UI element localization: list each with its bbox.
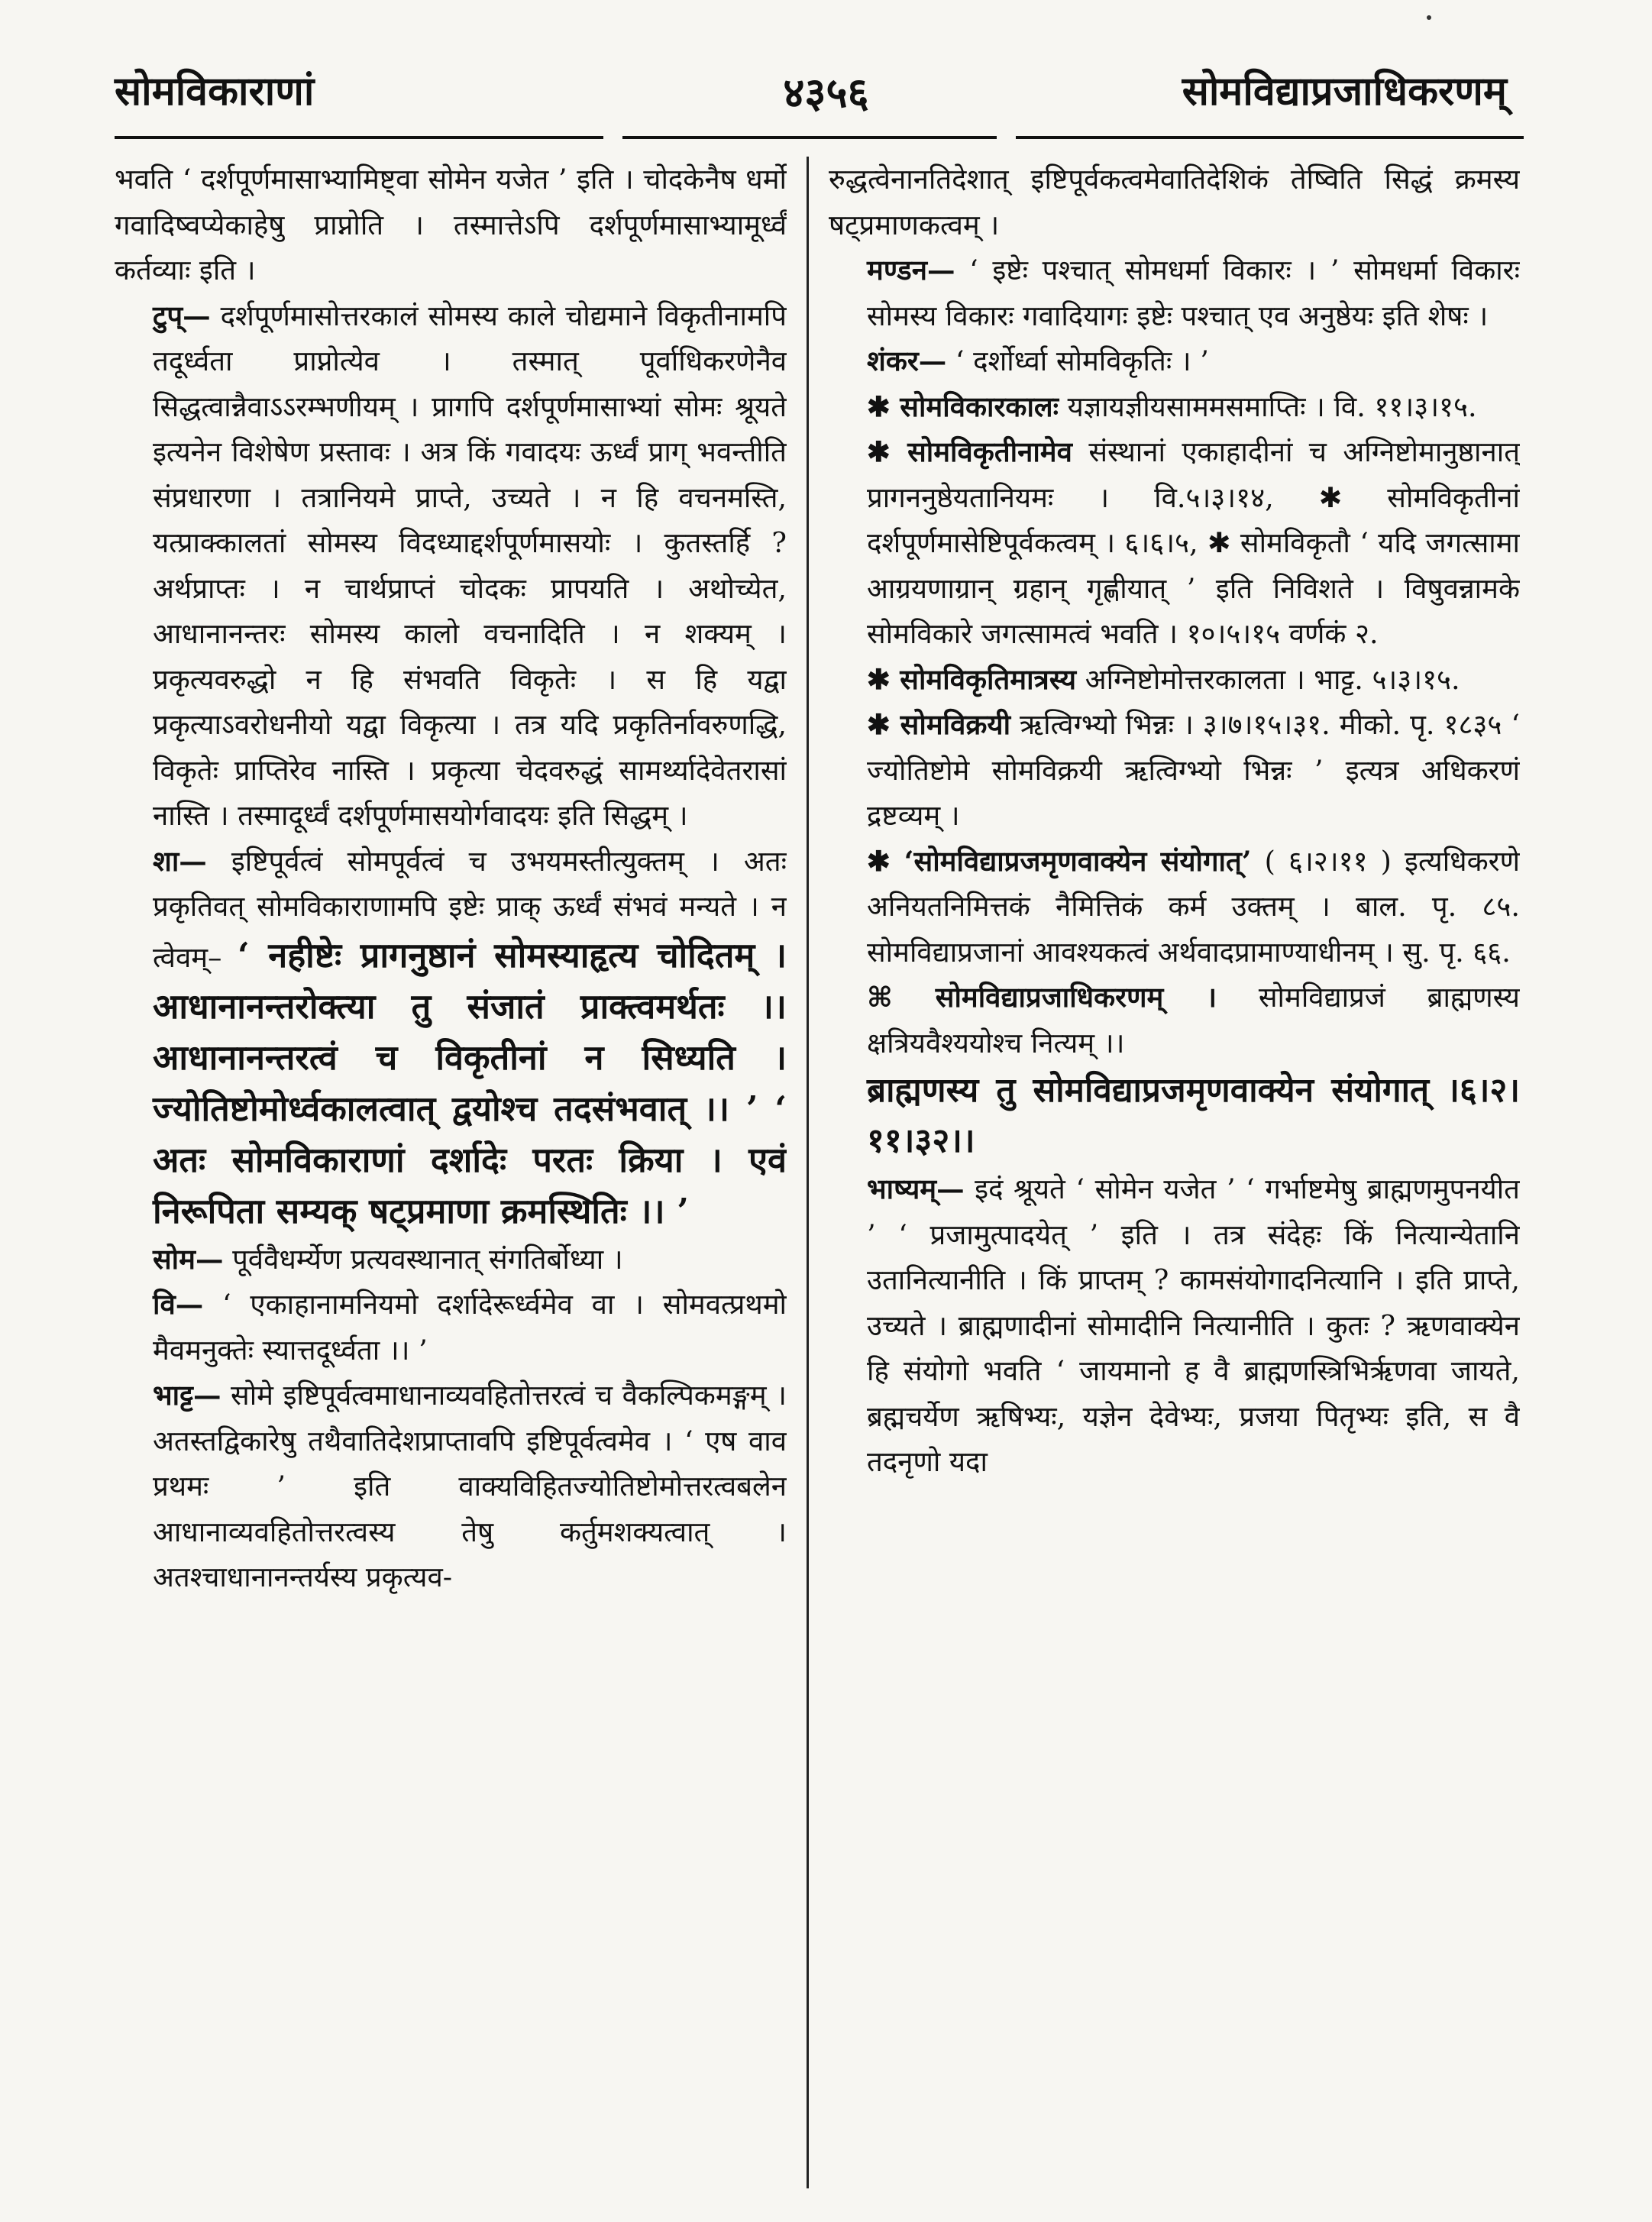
reference-entry	[829, 384, 1520, 430]
header-rule-right	[1016, 136, 1524, 139]
running-head-left: सोमविकाराणां	[115, 68, 315, 115]
adhikarana-text: सोमविद्याप्रजं ब्राह्मणस्य क्षत्रियवैश्ययोश्च नित्यम् ।।	[867, 981, 1520, 1059]
commentary-entry	[115, 1373, 787, 1600]
paragraph: भवति ‘ दर्शपूर्णमासाभ्यामिष्ट्वा सोमेन यजेत ’ इति । चोदकेनैष धर्मो गवादिष्वप्येकाहेषु प्राप्नोति । तस्मात्तेऽपि दर्शपूर्णमासाभ्यामूर्ध्वं कर्तव्याः इति ।	[115, 163, 787, 286]
commentary-entry	[829, 247, 1520, 338]
reference-text: अग्निष्टोमोत्तरकालता । भाट्ट. ५।३।१५.	[1085, 662, 1460, 696]
column-divider	[807, 157, 809, 2188]
header-rule-center	[622, 136, 997, 139]
commentary-entry	[115, 1282, 787, 1373]
reference-entry	[829, 839, 1520, 975]
commentary-text: दर्शपूर्णमासोत्तरकालं सोमस्य काले चोद्यमाने विकृतीनामपि तदूर्ध्वता प्राप्नोत्येव । तस्मात् पूर्वाधिकरणेनैव सिद्धत्वान्नैवाऽऽरम्भणीयम् । प्रागपि दर्शपूर्णमासाभ्यां सोमः श्रूयते इत्यनेन विशेषेण प्रस्तावः । अत्र किं गवादयः ऊर्ध्वं प्राग् भवन्तीति संप्रधारणा । तत्रानियमे प्राप्ते, उच्यते । न हि वचनमस्ति, यत्प्राक्कालतां सोमस्य विदध्याद्दर्शपूर्णमासयोः । कुतस्तर्हि ? अर्थप्राप्तः । न चार्थप्राप्तं चोदकः प्रापयति । अथोच्येत, आधानानन्तरः सोमस्य कालो वचनादिति । न शक्यम् । प्रकृत्यवरुद्धो न हि संभवति विकृतेः । स हि यद्वा प्रकृत्याऽवरोधनीयो यद्वा विकृत्या । तत्र यदि प्रकृतिर्नावरुणद्धि, विकृतेः प्राप्तिरेव नास्ति । प्रकृत्या चेदवरुद्धं सामर्थ्यादेवेतरासां नास्ति । तस्मादूर्ध्वं दर्शपूर्णमासयोर्गवादयः इति सिद्धम् ।	[153, 299, 787, 832]
commentary-text: पूर्ववैधर्म्येण प्रत्यवस्थानात् संगतिर्बोध्या ।	[232, 1242, 623, 1276]
commentator-label: सोम—	[153, 1242, 224, 1276]
reference-head: ✱ सोमविकृतीनामेव	[867, 435, 1072, 468]
reference-entry	[829, 657, 1520, 703]
commentary-text: सोमे इष्टिपूर्वत्वमाधानाव्यवहितोत्तरत्वं च वैकल्पिकमङ्गम् । अतस्तद्विकारेषु तथैवातिदेशप्राप्तावपि इष्टिपूर्वत्वमेव । ‘ एष वाव प्रथमः ’ इति वाक्यविहितज्योतिष्टोमोत्तरत्वबलेन आधानाव्यवहितोत्तरत्वस्य तेषु कर्तुमशक्यत्वात् । अतश्चाधानानन्तर्यस्य प्रकृत्यव-	[153, 1379, 787, 1593]
commentary-text: ‘ एकाहानामनियमो दर्शादेरूर्ध्वमेव वा । सोमवत्प्रथमो मैवमनुक्तेः स्यात्तदूर्ध्वता ।। ’	[153, 1288, 787, 1367]
sutra-heading: ब्राह्मणस्य तु सोमविद्याप्रजमृणवाक्येन संयोगात् ।६।२।११।३२।।	[867, 1071, 1520, 1160]
commentator-label: मण्डन—	[867, 254, 955, 286]
commentator-label: शा—	[153, 844, 207, 878]
adhikarana-entry	[829, 975, 1520, 1066]
commentator-label: वि—	[153, 1288, 204, 1321]
commentary-text: ‘ इष्टेः पश्चात् सोमधर्मा विकारः । ’ सोमधर्मा विकारः सोमस्य विकारः गवादियागः इष्टेः पश्चात् एव अनुष्ठेयः इति शेषः ।	[867, 254, 1520, 332]
reference-head: ✱ सोमविक्रयी	[867, 708, 1011, 741]
reference-entry	[829, 429, 1520, 657]
reference-head: ✱ सोमविकृतिमात्रस्य	[867, 662, 1077, 696]
reference-head: ✱ ‘सोमविद्याप्रजमृणवाक्येन संयोगात्’	[867, 844, 1252, 878]
commentator-label: शंकर—	[867, 344, 947, 377]
commentary-text: ‘ दर्शोर्ध्वा सोमविकृतिः । ’	[955, 344, 1209, 377]
reference-text: संस्थानां एकाहादीनां च अग्निष्टोमानुष्ठानात् प्रागननुष्ठेयतानियमः । वि.५।३।१४, ✱ सोमविकृतीनां दर्शपूर्णमासेष्टिपूर्वकत्वम् । ६।६।५, ✱ सोमविकृतौ ‘ यदि जगत्सामा आग्रयणाग्रान् ग्रहान् गृह्णीयात् ’ इति निविशते । विषुवन्नामके सोमविकारे जगत्सामत्वं भवति । १०।५।१५ वर्णकं २.	[867, 435, 1520, 650]
reference-head: ✱ सोमविकारकालः	[867, 390, 1059, 423]
verse-text: ‘ नहीष्टेः प्रागनुष्ठानं सोमस्याहृत्य चोदितम् । आधानानन्तरोक्त्या तु संजातं प्राक्त्वमर्थतः ।। आधानानन्तरत्वं च विकृतीनां न सिध्यति । ज्योतिष्टोमोर्ध्वकालत्वात् द्वयोश्च तदसंभवात् ।। ’ ‘ अतः सोमविकाराणां दर्शादेः परतः क्रिया । एवं निरूपिता सम्यक् षट्प्रमाणा क्रमस्थितिः ।। ’	[153, 934, 787, 1231]
reference-text: यज्ञायज्ञीयसाममसमाप्तिः । वि. ११।३।१५.	[1067, 390, 1477, 423]
commentary-entry	[115, 293, 787, 839]
commentary-text: इष्टिपूर्वत्वं सोमपूर्वत्वं च उभयमस्तीत्युक्तम् । अतः प्रकृतिवत् सोमविकाराणामपि इष्टेः प्राक् ऊर्ध्वं संभवं मन्यते । न त्वेवम्–	[153, 844, 787, 974]
page-number: ४३५६	[783, 68, 869, 117]
reference-text: ऋत्विग्भ्यो भिन्नः । ३।७।१५।३१. मीको. पृ. १८३५ ‘ ज्योतिष्टोमे सोमविक्रयी ऋत्विग्भ्यो भिन्नः ’ इत्यत्र अधिकरणं द्रष्टव्यम् ।	[867, 708, 1520, 832]
left-column	[115, 157, 787, 2204]
right-column	[829, 157, 1520, 2204]
commentator-label: भाष्यम्—	[867, 1172, 965, 1205]
adhikarana-head: ⌘ सोमविद्याप्रजाधिकरणम् ।	[867, 981, 1217, 1014]
paragraph: रुद्धत्वेनानतिदेशात् इष्टिपूर्वकत्वमेवातिदेशिकं तेष्विति सिद्धं क्रमस्य षट्प्रमाणकत्वम् ।	[829, 163, 1520, 241]
header-rule-left	[115, 136, 603, 139]
reference-entry	[829, 702, 1520, 839]
reference-text: ( ६।२।११ ) इत्यधिकरणे अनियतनिमित्तकं नैमित्तिकं कर्म उक्तम् । बाल. पृ. ८५. सोमविद्याप्रजानां आवश्यकत्वं अर्थवादप्रामाण्याधीनम् । सु. पृ. ६६.	[867, 844, 1520, 969]
running-head-right: सोमविद्याप्रजाधिकरणम्	[1182, 68, 1507, 115]
commentator-label: टुप्—	[153, 299, 211, 332]
bhashya-entry	[829, 1166, 1520, 1485]
commentary-entry	[115, 839, 787, 1237]
scan-speck	[1427, 15, 1431, 20]
commentary-entry	[829, 338, 1520, 384]
commentary-entry	[115, 1237, 787, 1282]
bhashya-text: इदं श्रूयते ‘ सोमेन यजेत ’ ‘ गर्भाष्टमेषु ब्राह्मणमुपनयीत ’ ‘ प्रजामुत्पादयेत् ’ इति । तत्र संदेहः किं नित्यान्येतानि उतानित्यानीति । किं प्राप्तम् ? कामसंयोगादनित्यानि । इति प्राप्ते, उच्यते । ब्राह्मणादीनां सोमादीनि नित्यानीति । कुतः ? ऋणवाक्येन हि संयोगो भवति ‘ जायमानो ह वै ब्राह्मणस्त्रिभिर्ऋणवा जायते, ब्रह्मचर्येण ऋषिभ्यः, यज्ञेन देवेभ्यः, प्रजया पितृभ्यः इति, स वै तदनृणो यदा	[867, 1172, 1520, 1478]
commentator-label: भाट्ट—	[153, 1379, 221, 1412]
